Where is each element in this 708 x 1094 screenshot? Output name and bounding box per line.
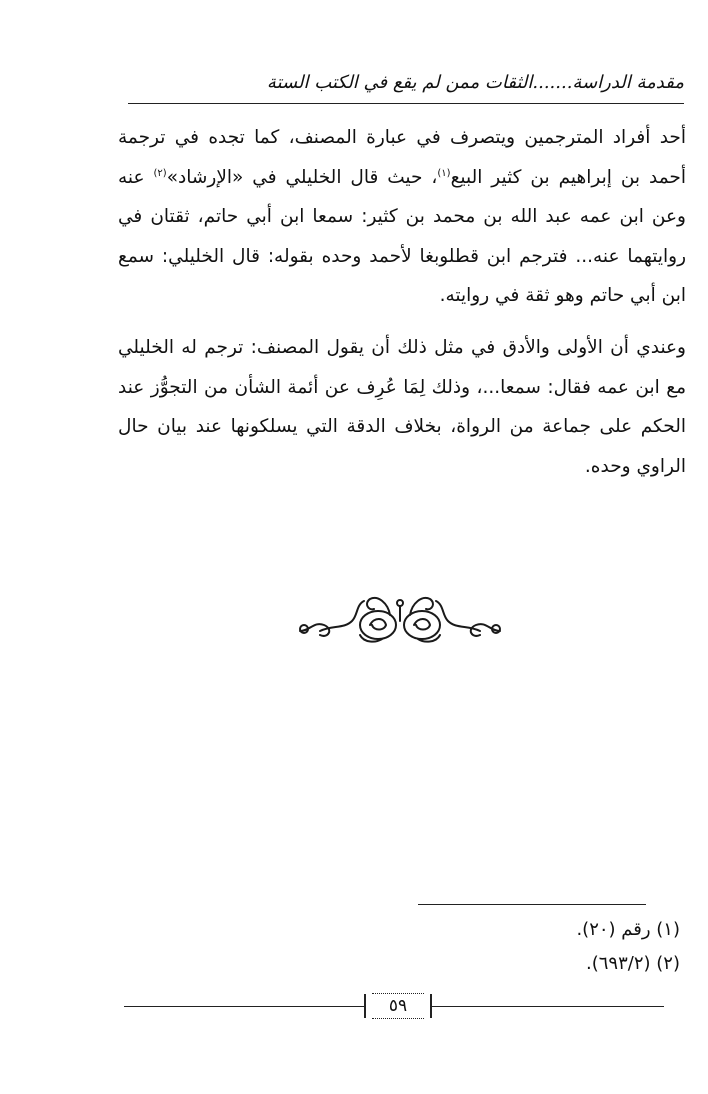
footnote-2: (٢) (٦٩٣/٢). — [586, 953, 680, 974]
paragraph-1-part-b: ، حيث قال الخليلي في «الإرشاد» — [166, 166, 438, 188]
footnote-1: (١) رقم (٢٠). — [576, 919, 680, 940]
header-rule — [128, 103, 684, 104]
footnote-ref-2[interactable]: (٢) — [153, 167, 167, 179]
running-header: مقدمة الدراسة.......الثقات ممن لم يقع في الكتب الستة — [266, 72, 684, 93]
footnotes — [380, 913, 680, 981]
main-text — [118, 118, 686, 486]
paragraph-1-part-a: أحد أفراد المترجمين ويتصرف في عبارة المصنف، كما تجده في ترجمة أحمد بن إبراهيم بن كثير البيع — [118, 127, 686, 188]
page-number: ٥٩ — [364, 994, 432, 1018]
decorative-ornament-icon — [292, 585, 508, 647]
footnote-separator — [418, 904, 646, 905]
footnote-ref-1[interactable]: (١) — [437, 167, 451, 179]
paragraph-1 — [118, 118, 686, 316]
paragraph-1-part-c: عنه وعن ابن عمه عبد الله بن محمد بن كثير: سمعا ابن أبي حاتم، ثقتان في روايتهما عنه... فترجم ابن قطلوبغا لأحمد وحده بقوله: قال الخليلي: سمع ابن أبي حاتم وهو ثقة في روايته. — [118, 166, 686, 307]
paragraph-2: وعندي أن الأولى والأدق في مثل ذلك أن يقول المصنف: ترجم له الخليلي مع ابن عمه فقال: سمعا...، وذلك لِمَا عُرِف عن أئمة الشأن من التجوُّز عند الحكم على جماعة من الرواة، بخلاف الدقة التي يسلكونها عند بيان حال الراوي وحده. — [118, 336, 686, 477]
